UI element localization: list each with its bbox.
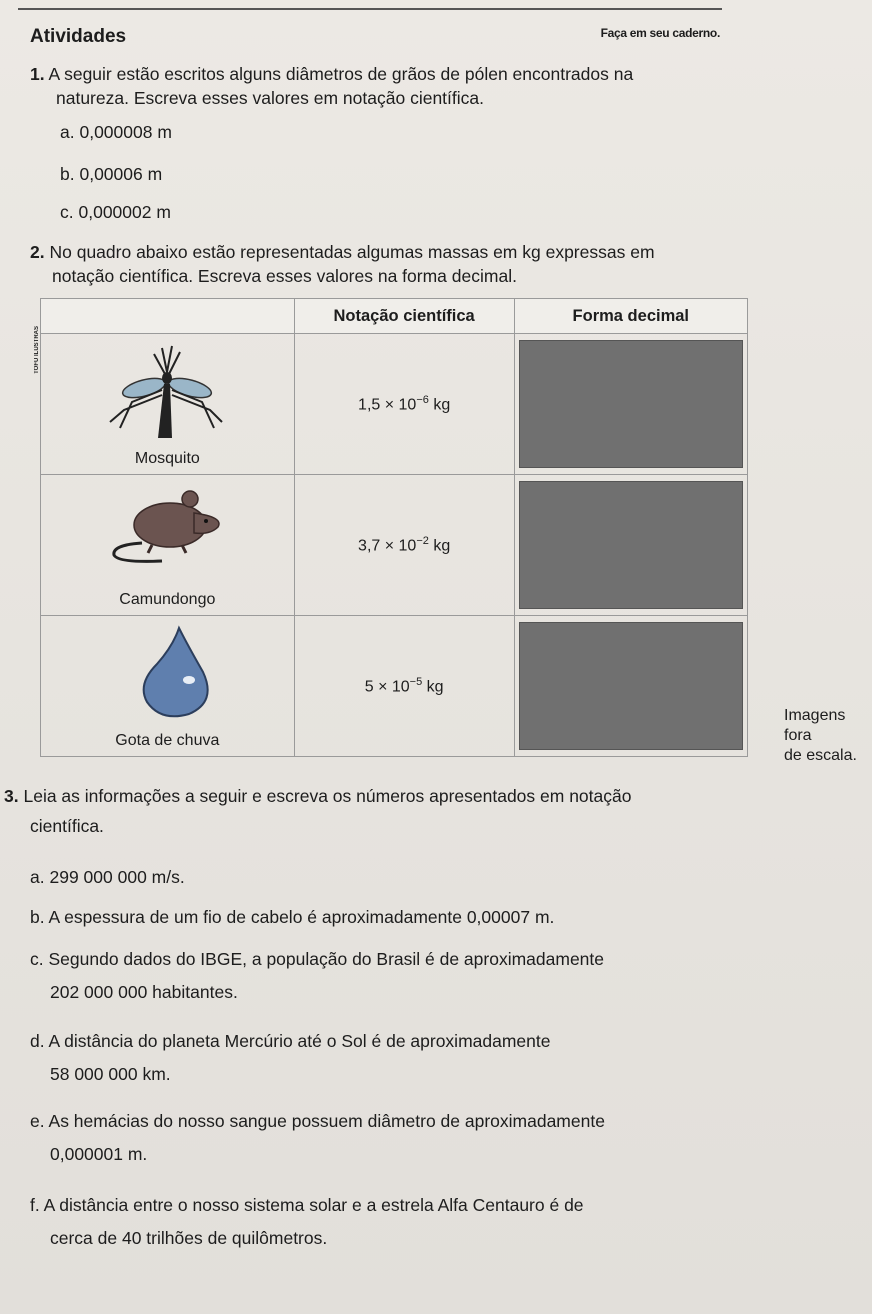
decimal-form-cell xyxy=(514,475,747,616)
question-text: notação científica. Escreva esses valores na forma decimal. xyxy=(52,266,517,286)
animal-label: Mosquito xyxy=(134,450,200,467)
notebook-hint: Faça em seu caderno. xyxy=(600,26,720,40)
list-item: c. 0,000002 m xyxy=(60,202,171,222)
animal-cell xyxy=(41,616,295,757)
answer-box xyxy=(519,622,743,750)
list-item: d. A distância do planeta Mercúrio até o Sol é de aproximadamente 58 000 000 km. xyxy=(30,1031,551,1084)
answer-box xyxy=(519,481,743,609)
question-3 xyxy=(4,784,784,838)
animal-cell xyxy=(41,334,295,475)
decimal-form-cell xyxy=(514,334,747,475)
list-item: b. A espessura de um fio de cabelo é aproximadamente 0,00007 m. xyxy=(30,907,555,927)
question-number: 3. xyxy=(4,786,19,806)
list-item: c. Segundo dados do IBGE, a população do Brasil é de aproximadamente 202 000 000 habitantes. xyxy=(30,949,605,1002)
list-item: f. A distância entre o nosso sistema solar e a estrela Alfa Centauro é de cerca de 40 trilhões de quilômetros. xyxy=(30,1195,584,1248)
section-title: Atividades xyxy=(30,26,127,47)
list-item: e. As hemácias do nosso sangue possuem diâmetro de aproximadamente 0,000001 m. xyxy=(30,1111,605,1164)
question-2 xyxy=(30,240,750,288)
question-number: 1. xyxy=(30,64,45,84)
table-header-row xyxy=(41,299,748,334)
table-header: Forma decimal xyxy=(514,299,747,334)
scientific-notation-cell: $5 \times 10^{-5}$ kg xyxy=(294,616,514,757)
table-row xyxy=(41,616,748,757)
raindrop-icon xyxy=(117,624,217,720)
animal-label: Camundongo xyxy=(119,591,216,608)
list-item: b. 0,00006 m xyxy=(60,164,163,184)
animal-label: Gota de chuva xyxy=(115,732,220,749)
question-text: científica. xyxy=(30,816,104,836)
table-row xyxy=(41,334,748,475)
decimal-form-cell xyxy=(514,616,747,757)
mouse-icon xyxy=(102,483,232,573)
top-rule xyxy=(18,8,722,10)
scientific-notation-cell: $3,7 \times 10^{-2}$ kg xyxy=(294,475,514,616)
answer-box xyxy=(519,340,743,468)
question-text: Leia as informações a seguir e escreva os números apresentados em notação xyxy=(23,786,632,806)
illustration-credit: TOFU ILUSTRAS xyxy=(34,326,40,374)
mosquito-icon xyxy=(102,340,232,440)
question-text: A seguir estão escritos alguns diâmetros de grãos de pólen encontrados na xyxy=(48,64,634,84)
table-row xyxy=(41,475,748,616)
mass-table xyxy=(40,298,748,757)
table-header: Notação científica xyxy=(294,299,514,334)
question-text: natureza. Escreva esses valores em notação científica. xyxy=(56,88,484,108)
scale-note: Imagens fora de escala. xyxy=(784,707,857,764)
table-header xyxy=(41,299,295,334)
animal-cell xyxy=(41,475,295,616)
list-item: a. 0,000008 m xyxy=(60,122,172,142)
question-text: No quadro abaixo estão representadas algumas massas em kg expressas em xyxy=(49,242,655,262)
question-1 xyxy=(30,62,740,110)
scientific-notation-cell: $1,5 \times 10^{-6}$ kg xyxy=(294,334,514,475)
question-number: 2. xyxy=(30,242,45,262)
list-item: a. 299 000 000 m/s. xyxy=(30,867,185,887)
